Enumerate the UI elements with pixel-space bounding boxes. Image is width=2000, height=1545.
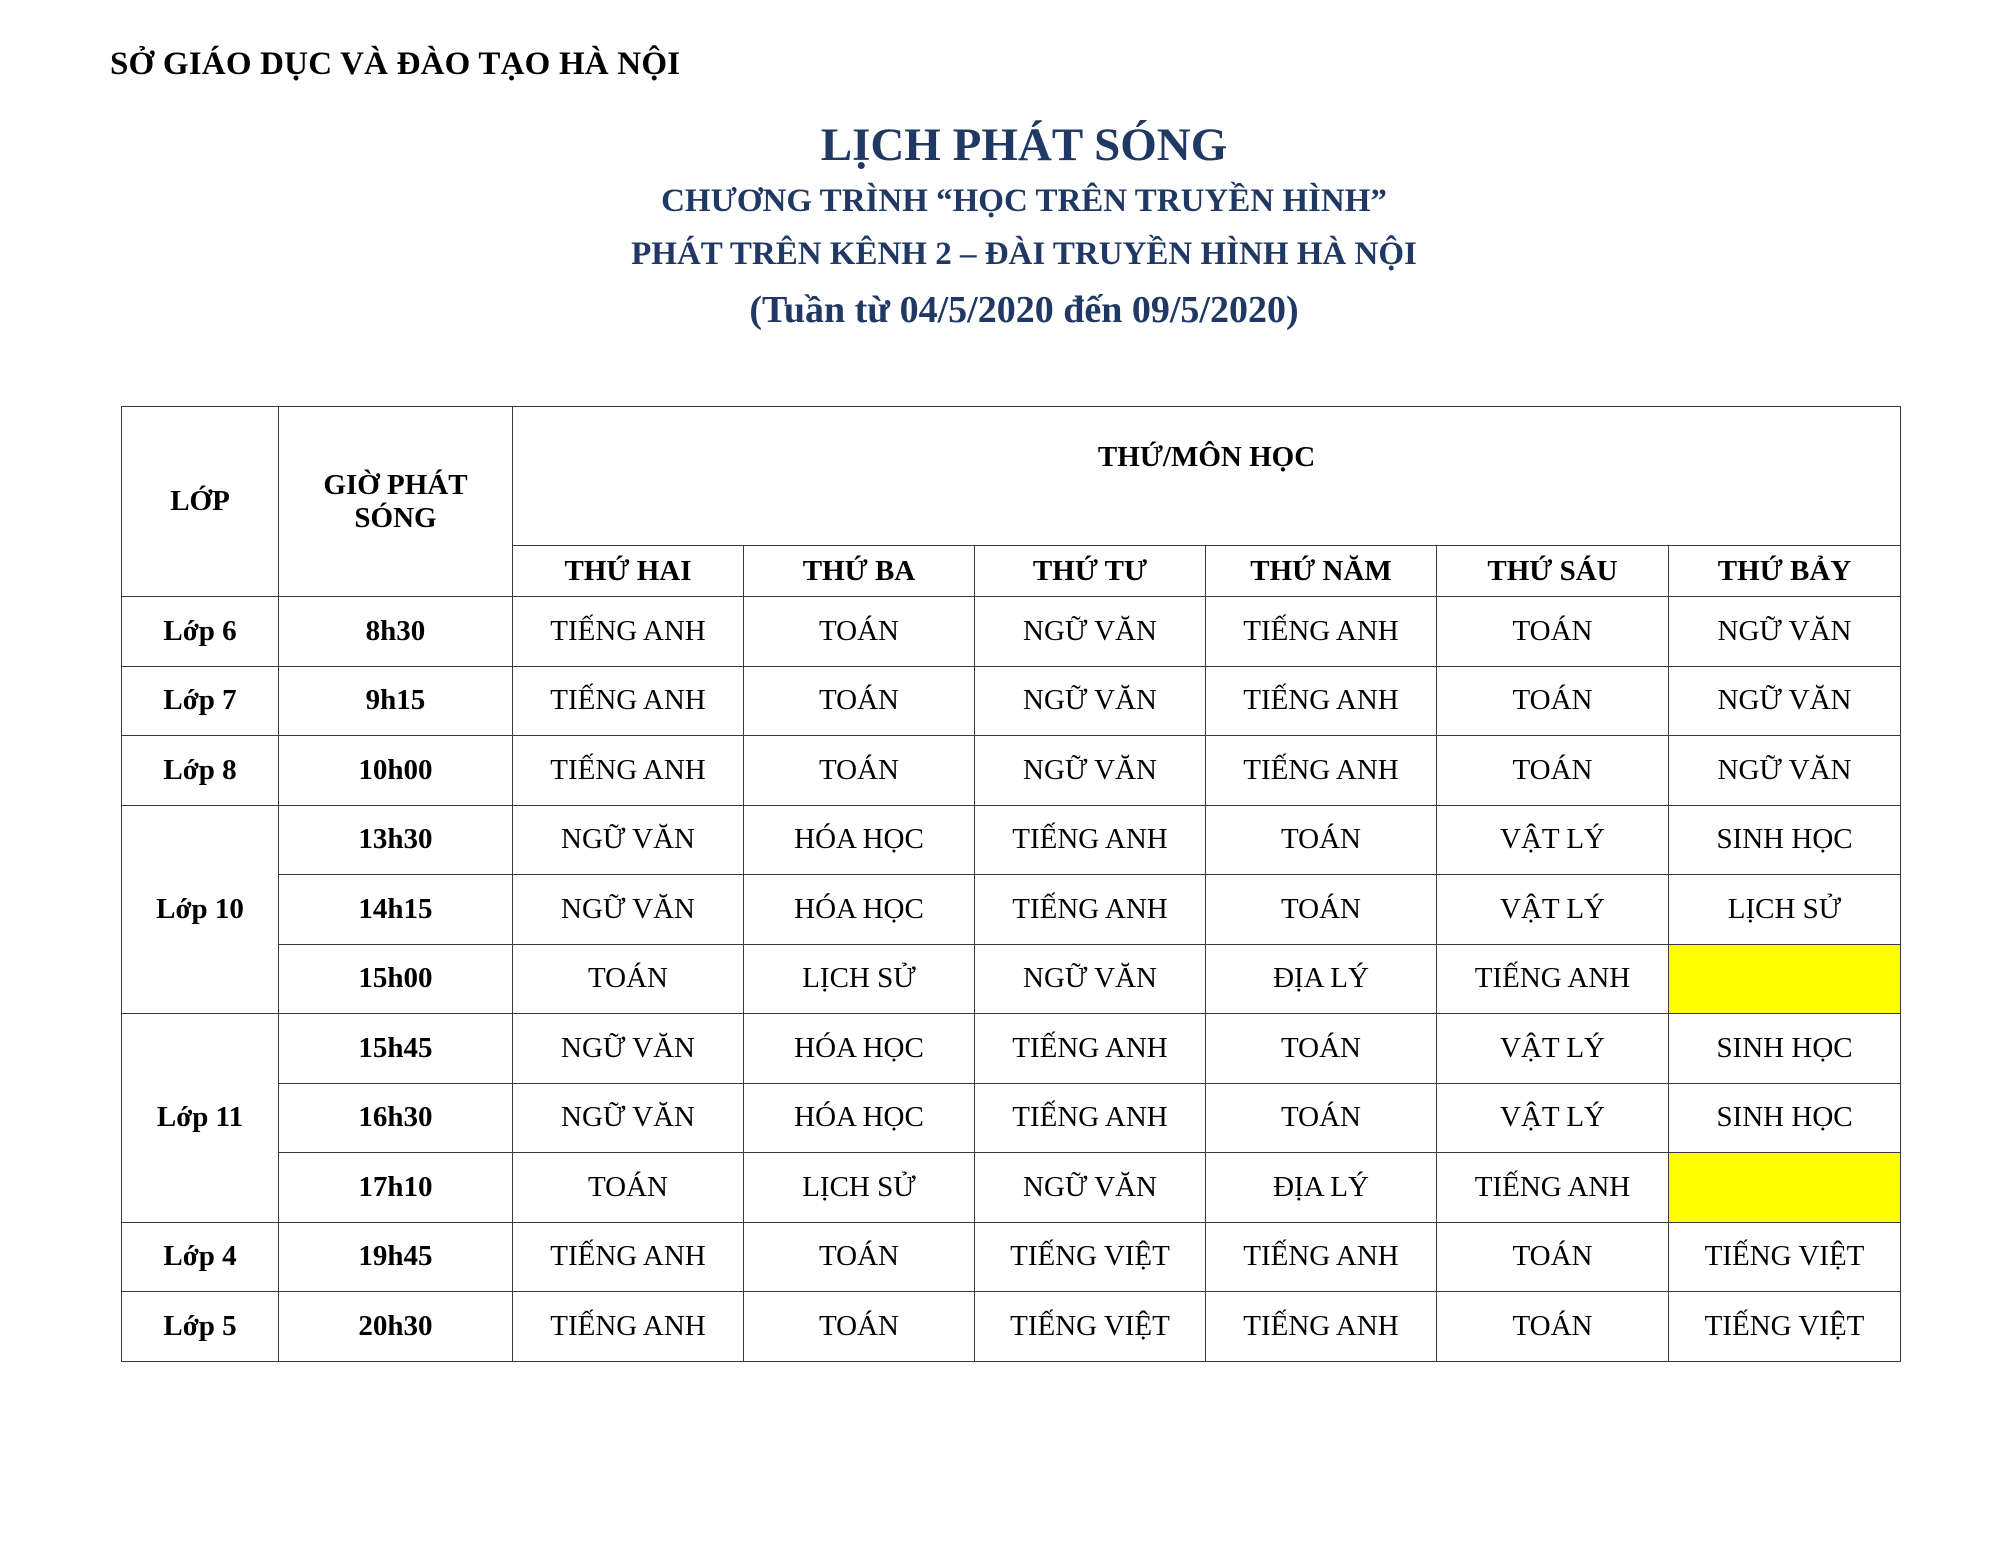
subject-cell: NGỮ VĂN (975, 944, 1206, 1014)
subject-cell: TIẾNG ANH (513, 597, 744, 667)
broadcast-time-cell: 19h45 (279, 1222, 513, 1292)
subject-cell: TOÁN (1206, 1083, 1437, 1153)
subject-cell: SINH HỌC (1669, 1083, 1901, 1153)
table-row (122, 1014, 1901, 1084)
class-cell: Lớp 4 (122, 1222, 279, 1292)
day-header: THỨ NĂM (1206, 546, 1437, 597)
subject-cell: NGỮ VĂN (975, 597, 1206, 667)
subject-cell: TIẾNG VIỆT (975, 1222, 1206, 1292)
day-header: THỨ BẢY (1669, 546, 1901, 597)
subject-cell: HÓA HỌC (744, 805, 975, 875)
subject-cell: NGỮ VĂN (513, 1083, 744, 1153)
broadcast-time-cell: 8h30 (279, 597, 513, 667)
table-row (122, 1292, 1901, 1362)
table-row (122, 597, 1901, 667)
subject-cell: TOÁN (744, 1222, 975, 1292)
broadcast-time-cell: 9h15 (279, 666, 513, 736)
broadcast-time-cell: 16h30 (279, 1083, 513, 1153)
class-column-header: LỚP (122, 407, 279, 597)
subject-cell: VẬT LÝ (1437, 805, 1669, 875)
subject-cell: TOÁN (744, 1292, 975, 1362)
class-cell: Lớp 7 (122, 666, 279, 736)
subject-cell: VẬT LÝ (1437, 1014, 1669, 1084)
subject-cell: TOÁN (513, 1153, 744, 1223)
class-cell: Lớp 5 (122, 1292, 279, 1362)
table-row (122, 666, 1901, 736)
table-row (122, 944, 1901, 1014)
organization-name: SỞ GIÁO DỤC VÀ ĐÀO TẠO HÀ NỘI (110, 46, 681, 82)
subject-cell: TIẾNG ANH (1206, 1222, 1437, 1292)
subject-cell: LỊCH SỬ (1669, 875, 1901, 945)
subject-cell: TIẾNG ANH (1206, 597, 1437, 667)
subject-cell: TOÁN (744, 597, 975, 667)
subject-cell: TOÁN (1206, 1014, 1437, 1084)
subject-cell: NGỮ VĂN (1669, 666, 1901, 736)
subject-cell: HÓA HỌC (744, 875, 975, 945)
subject-cell: VẬT LÝ (1437, 1083, 1669, 1153)
subject-cell: TOÁN (1437, 1292, 1669, 1362)
subject-cell: TOÁN (1437, 736, 1669, 806)
subject-cell: NGỮ VĂN (513, 1014, 744, 1084)
subject-cell: NGỮ VĂN (1669, 736, 1901, 806)
subject-cell: TOÁN (744, 666, 975, 736)
day-header: THỨ TƯ (975, 546, 1206, 597)
subject-cell: LỊCH SỬ (744, 944, 975, 1014)
subject-cell: TIẾNG ANH (975, 1014, 1206, 1084)
subject-cell: TIẾNG VIỆT (975, 1292, 1206, 1362)
subject-cell: NGỮ VĂN (975, 1153, 1206, 1223)
broadcast-time-cell: 15h45 (279, 1014, 513, 1084)
broadcast-time-cell: 17h10 (279, 1153, 513, 1223)
day-header: THỨ HAI (513, 546, 744, 597)
broadcast-time-cell: 15h00 (279, 944, 513, 1014)
subject-cell: LỊCH SỬ (744, 1153, 975, 1223)
subject-cell: TIẾNG ANH (1206, 666, 1437, 736)
subject-cell: TIẾNG ANH (513, 666, 744, 736)
week-range: (Tuần từ 04/5/2020 đến 09/5/2020) (749, 289, 1299, 331)
program-name: CHƯƠNG TRÌNH “HỌC TRÊN TRUYỀN HÌNH” (661, 183, 1387, 219)
broadcast-time-cell: 10h00 (279, 736, 513, 806)
subject-cell: SINH HỌC (1669, 1014, 1901, 1084)
subject-cell: TOÁN (744, 736, 975, 806)
table-row (122, 1222, 1901, 1292)
subject-cell: TIẾNG VIỆT (1669, 1292, 1901, 1362)
subject-cell: NGỮ VĂN (1669, 597, 1901, 667)
subject-cell: ĐỊA LÝ (1206, 1153, 1437, 1223)
subject-cell: TOÁN (1206, 875, 1437, 945)
table-row (122, 1083, 1901, 1153)
subject-cell: SINH HỌC (1669, 805, 1901, 875)
day-header: THỨ BA (744, 546, 975, 597)
subject-cell: TIẾNG ANH (975, 1083, 1206, 1153)
subject-cell: TOÁN (1437, 666, 1669, 736)
broadcast-schedule-table (121, 406, 1901, 1362)
class-cell: Lớp 8 (122, 736, 279, 806)
time-column-header: GIỜ PHÁT SÓNG (279, 407, 513, 597)
subject-cell: TIẾNG ANH (513, 736, 744, 806)
subject-cell: TOÁN (1206, 805, 1437, 875)
subject-cell: TIẾNG ANH (1206, 736, 1437, 806)
subject-cell: TIẾNG ANH (1437, 1153, 1669, 1223)
subject-cell: NGỮ VĂN (513, 805, 744, 875)
subject-cell: VẬT LÝ (1437, 875, 1669, 945)
broadcast-time-cell: 20h30 (279, 1292, 513, 1362)
subject-cell: NGỮ VĂN (975, 666, 1206, 736)
highlighted-empty-cell (1669, 1153, 1901, 1223)
subject-cell: TOÁN (513, 944, 744, 1014)
subject-cell: TOÁN (1437, 597, 1669, 667)
subject-cell: TIẾNG VIỆT (1669, 1222, 1901, 1292)
class-cell: Lớp 6 (122, 597, 279, 667)
highlighted-empty-cell (1669, 944, 1901, 1014)
table-row (122, 875, 1901, 945)
table-row (122, 805, 1901, 875)
document-title: LỊCH PHÁT SÓNG (820, 119, 1228, 171)
channel-name: PHÁT TRÊN KÊNH 2 – ĐÀI TRUYỀN HÌNH HÀ NỘI (631, 236, 1417, 272)
class-cell: Lớp 11 (122, 1014, 279, 1223)
subject-cell: NGỮ VĂN (975, 736, 1206, 806)
subject-cell: TIẾNG ANH (975, 875, 1206, 945)
subject-cell: ĐỊA LÝ (1206, 944, 1437, 1014)
broadcast-time-cell: 13h30 (279, 805, 513, 875)
subject-cell: TIẾNG ANH (1437, 944, 1669, 1014)
subject-cell: NGỮ VĂN (513, 875, 744, 945)
subject-cell: HÓA HỌC (744, 1014, 975, 1084)
day-header: THỨ SÁU (1437, 546, 1669, 597)
days-group-header: THỨ/MÔN HỌC (513, 407, 1901, 546)
subject-cell: HÓA HỌC (744, 1083, 975, 1153)
table-row (122, 1153, 1901, 1223)
subject-cell: TIẾNG ANH (513, 1222, 744, 1292)
class-cell: Lớp 10 (122, 805, 279, 1014)
subject-cell: TIẾNG ANH (513, 1292, 744, 1362)
table-row (122, 736, 1901, 806)
subject-cell: TOÁN (1437, 1222, 1669, 1292)
subject-cell: TIẾNG ANH (975, 805, 1206, 875)
subject-cell: TIẾNG ANH (1206, 1292, 1437, 1362)
broadcast-time-cell: 14h15 (279, 875, 513, 945)
